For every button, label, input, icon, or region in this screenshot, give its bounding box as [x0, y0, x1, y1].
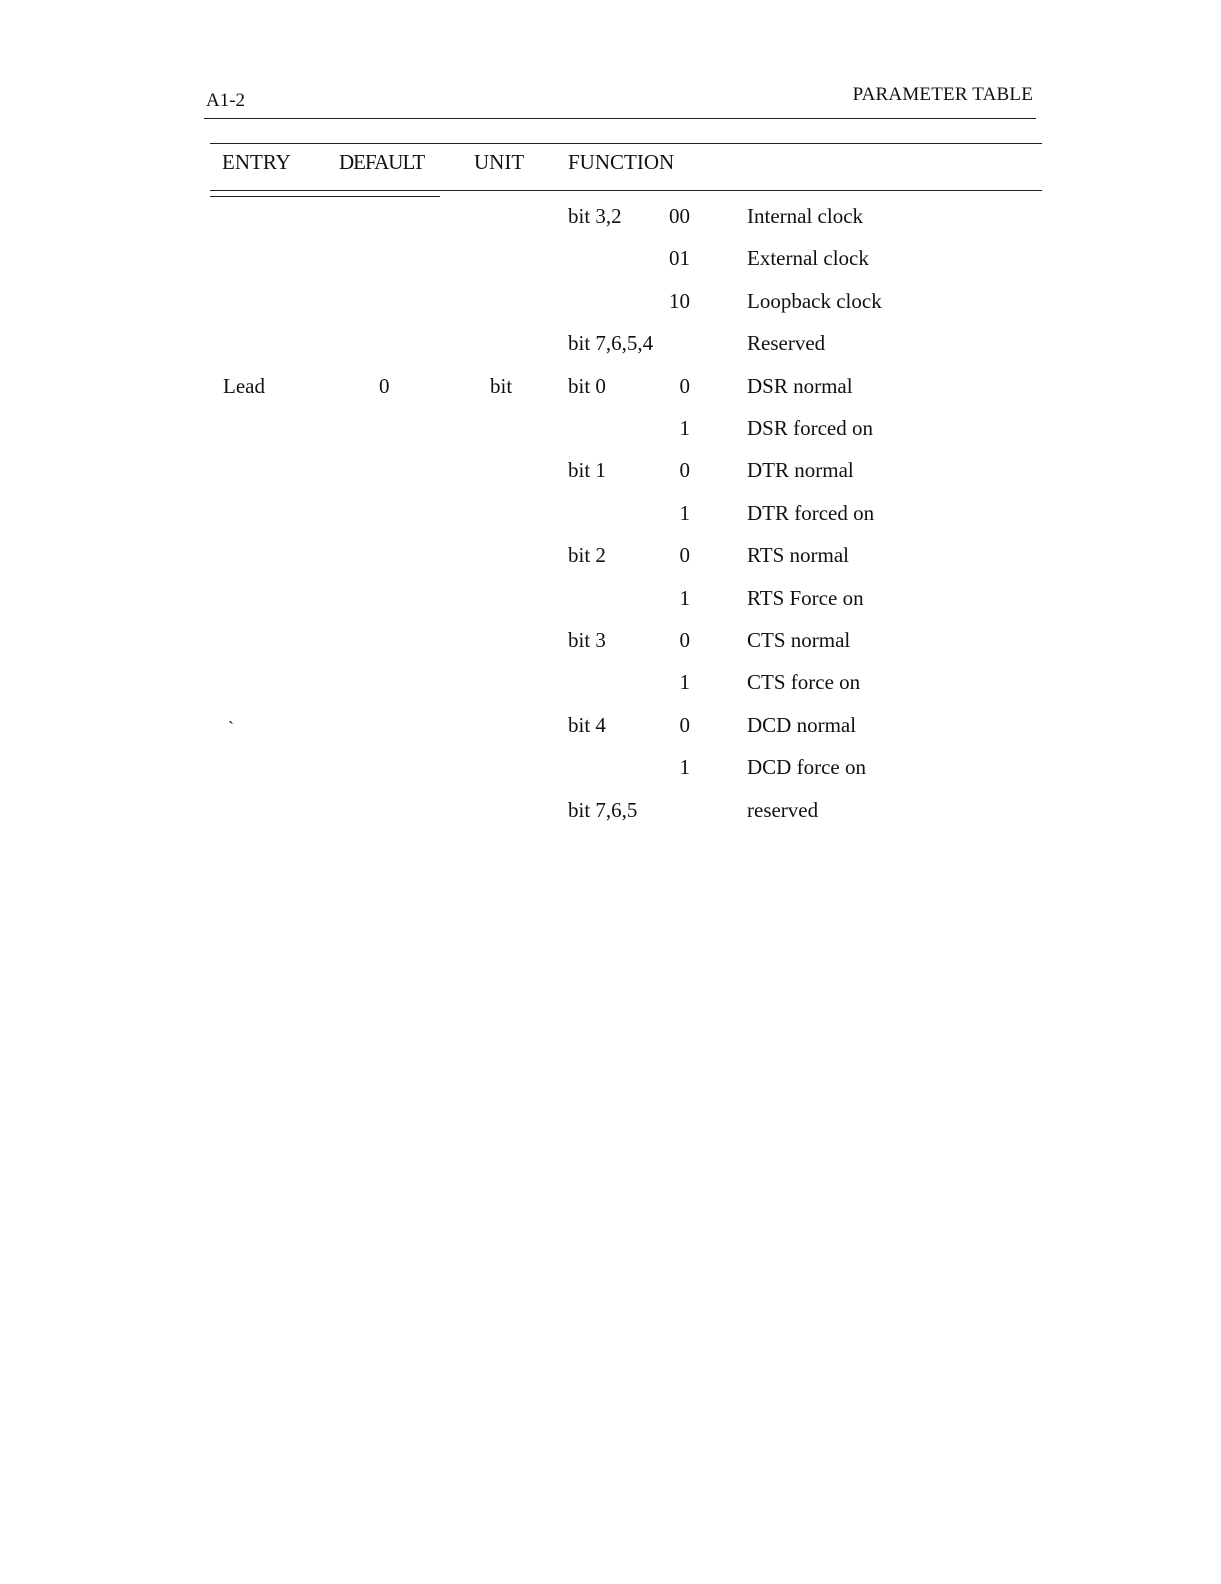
page-heading: PARAMETER TABLE [852, 84, 1033, 105]
row-value: 1 [679, 755, 690, 779]
column-header-entry: ENTRY [222, 150, 291, 174]
row-description: DCD normal [747, 713, 857, 737]
row-bits: bit 7,6,5,4 [568, 331, 654, 355]
row-description: Internal clock [747, 204, 864, 228]
page-number: A1-2 [206, 90, 246, 111]
row-value: 10 [669, 289, 690, 313]
header-rule [204, 118, 1036, 119]
row-entry: Lead [223, 374, 265, 398]
row-bits: bit 3,2 [568, 204, 622, 228]
row-value: 0 [679, 458, 690, 482]
row-description: DTR normal [747, 458, 854, 482]
row-bits: bit 4 [568, 713, 606, 737]
table-header-rule [210, 190, 1042, 191]
row-value: 1 [679, 501, 690, 525]
row-description: DCD force on [747, 755, 866, 779]
row-description: External clock [747, 246, 869, 270]
row-description: reserved [747, 798, 819, 822]
row-description: Loopback clock [747, 289, 882, 313]
row-unit: bit [490, 374, 513, 398]
row-value: 1 [679, 586, 690, 610]
row-description: DSR forced on [747, 416, 873, 440]
column-header-default: DEFAULT [339, 150, 425, 174]
row-value: 1 [679, 670, 690, 694]
row-value: 0 [679, 628, 690, 652]
row-value: 01 [669, 246, 690, 270]
row-bits: bit 7,6,5 [568, 798, 638, 822]
row-description: CTS force on [747, 670, 861, 694]
row-bits: bit 2 [568, 543, 606, 567]
stray-mark: ` [228, 718, 234, 738]
row-description: CTS normal [747, 628, 851, 652]
row-value: 1 [679, 416, 690, 440]
row-description: DSR normal [747, 374, 853, 398]
row-value: 0 [679, 374, 690, 398]
table-top-rule [210, 143, 1042, 144]
row-value: 0 [679, 543, 690, 567]
row-bits: bit 1 [568, 458, 606, 482]
row-default: 0 [379, 374, 390, 398]
column-header-unit: UNIT [474, 150, 525, 174]
row-bits: bit 0 [568, 374, 606, 398]
column-header-function: FUNCTION [568, 150, 675, 174]
row-description: RTS Force on [747, 586, 864, 610]
row-bits: bit 3 [568, 628, 606, 652]
row-description: RTS normal [747, 543, 849, 567]
row-description: Reserved [747, 331, 826, 355]
table-header-rule-secondary [210, 196, 440, 197]
row-value: 00 [669, 204, 690, 228]
row-description: DTR forced on [747, 501, 875, 525]
row-value: 0 [679, 713, 690, 737]
